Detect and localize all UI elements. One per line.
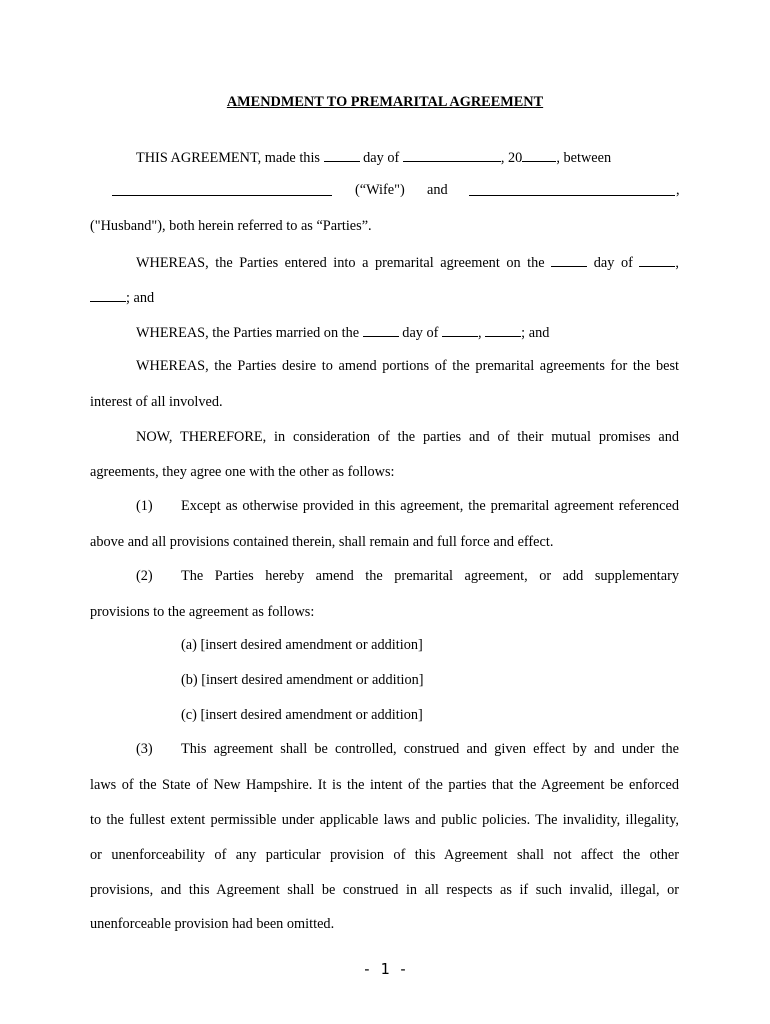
now-therefore-line-1: NOW, THEREFORE, in consideration of the parties and of their mutual promises and: [136, 429, 679, 445]
marriage-year-blank[interactable]: [485, 322, 521, 337]
clause-1-line-1: Except as otherwise provided in this agreement, the premarital agreement referenced: [181, 498, 679, 514]
premarital-month-blank[interactable]: [639, 252, 675, 267]
clause-2-number: (2): [136, 568, 153, 584]
clause-3-line-6: unenforceable provision had been omitted.: [90, 916, 335, 932]
wife-label: (“Wife"): [355, 182, 405, 198]
clause-3-line-1: This agreement shall be controlled, construed and given effect by and under the: [181, 741, 679, 757]
subitem-c: (c) [insert desired amendment or addition]: [181, 707, 423, 723]
whereas-3-line-2: interest of all involved.: [90, 394, 223, 410]
clause-2-line-2: provisions to the agreement as follows:: [90, 604, 315, 620]
intro-line-1: THIS AGREEMENT, made this day of , 20 , between: [136, 147, 679, 167]
subitem-b: (b) [insert desired amendment or addition]: [181, 672, 424, 688]
wife-name-blank[interactable]: [112, 181, 332, 196]
month-blank[interactable]: [403, 147, 501, 162]
premarital-year-blank[interactable]: [90, 287, 126, 302]
page-number: - 1 -: [362, 960, 408, 978]
clause-3-line-5: provisions, and this Agreement shall be construed in all respects as if such invalid, illegal, or: [90, 882, 679, 898]
and-label: and: [427, 182, 448, 198]
whereas-1-line-1: WHEREAS, the Parties entered into a premarital agreement on the day of ,: [136, 252, 679, 272]
clause-3-line-4: or unenforceability of any particular provision of this Agreement shall not affect the other: [90, 847, 679, 863]
marriage-month-blank[interactable]: [442, 322, 478, 337]
husband-name-blank[interactable]: [469, 181, 675, 196]
premarital-day-blank[interactable]: [551, 252, 587, 267]
now-therefore-line-2: agreements, they agree one with the other as follows:: [90, 464, 395, 480]
day-blank[interactable]: [324, 147, 360, 162]
whereas-2: WHEREAS, the Parties married on the day of , ; and: [136, 322, 679, 342]
whereas-1-line-2: ; and: [90, 287, 679, 307]
clause-3-number: (3): [136, 741, 153, 757]
clause-3-line-2: laws of the State of New Hampshire. It is the intent of the parties that the Agreement be enforced: [90, 777, 679, 793]
clause-2-line-1: The Parties hereby amend the premarital agreement, or add supplementary: [181, 568, 679, 584]
clause-1-line-2: above and all provisions contained therein, shall remain and full force and effect.: [90, 534, 554, 550]
document-title: AMENDMENT TO PREMARITAL AGREEMENT: [226, 94, 544, 110]
whereas-3-line-1: WHEREAS, the Parties desire to amend portions of the premarital agreements for the best: [136, 358, 679, 374]
year-blank[interactable]: [522, 147, 556, 162]
clause-1-number: (1): [136, 498, 153, 514]
marriage-day-blank[interactable]: [363, 322, 399, 337]
comma: ,: [676, 182, 680, 198]
clause-3-line-3: to the fullest extent permissible under applicable laws and public policies. The invalidity, illegality,: [90, 812, 679, 828]
subitem-a: (a) [insert desired amendment or addition]: [181, 637, 423, 653]
husband-line: ("Husband"), both herein referred to as “Parties”.: [90, 218, 372, 234]
